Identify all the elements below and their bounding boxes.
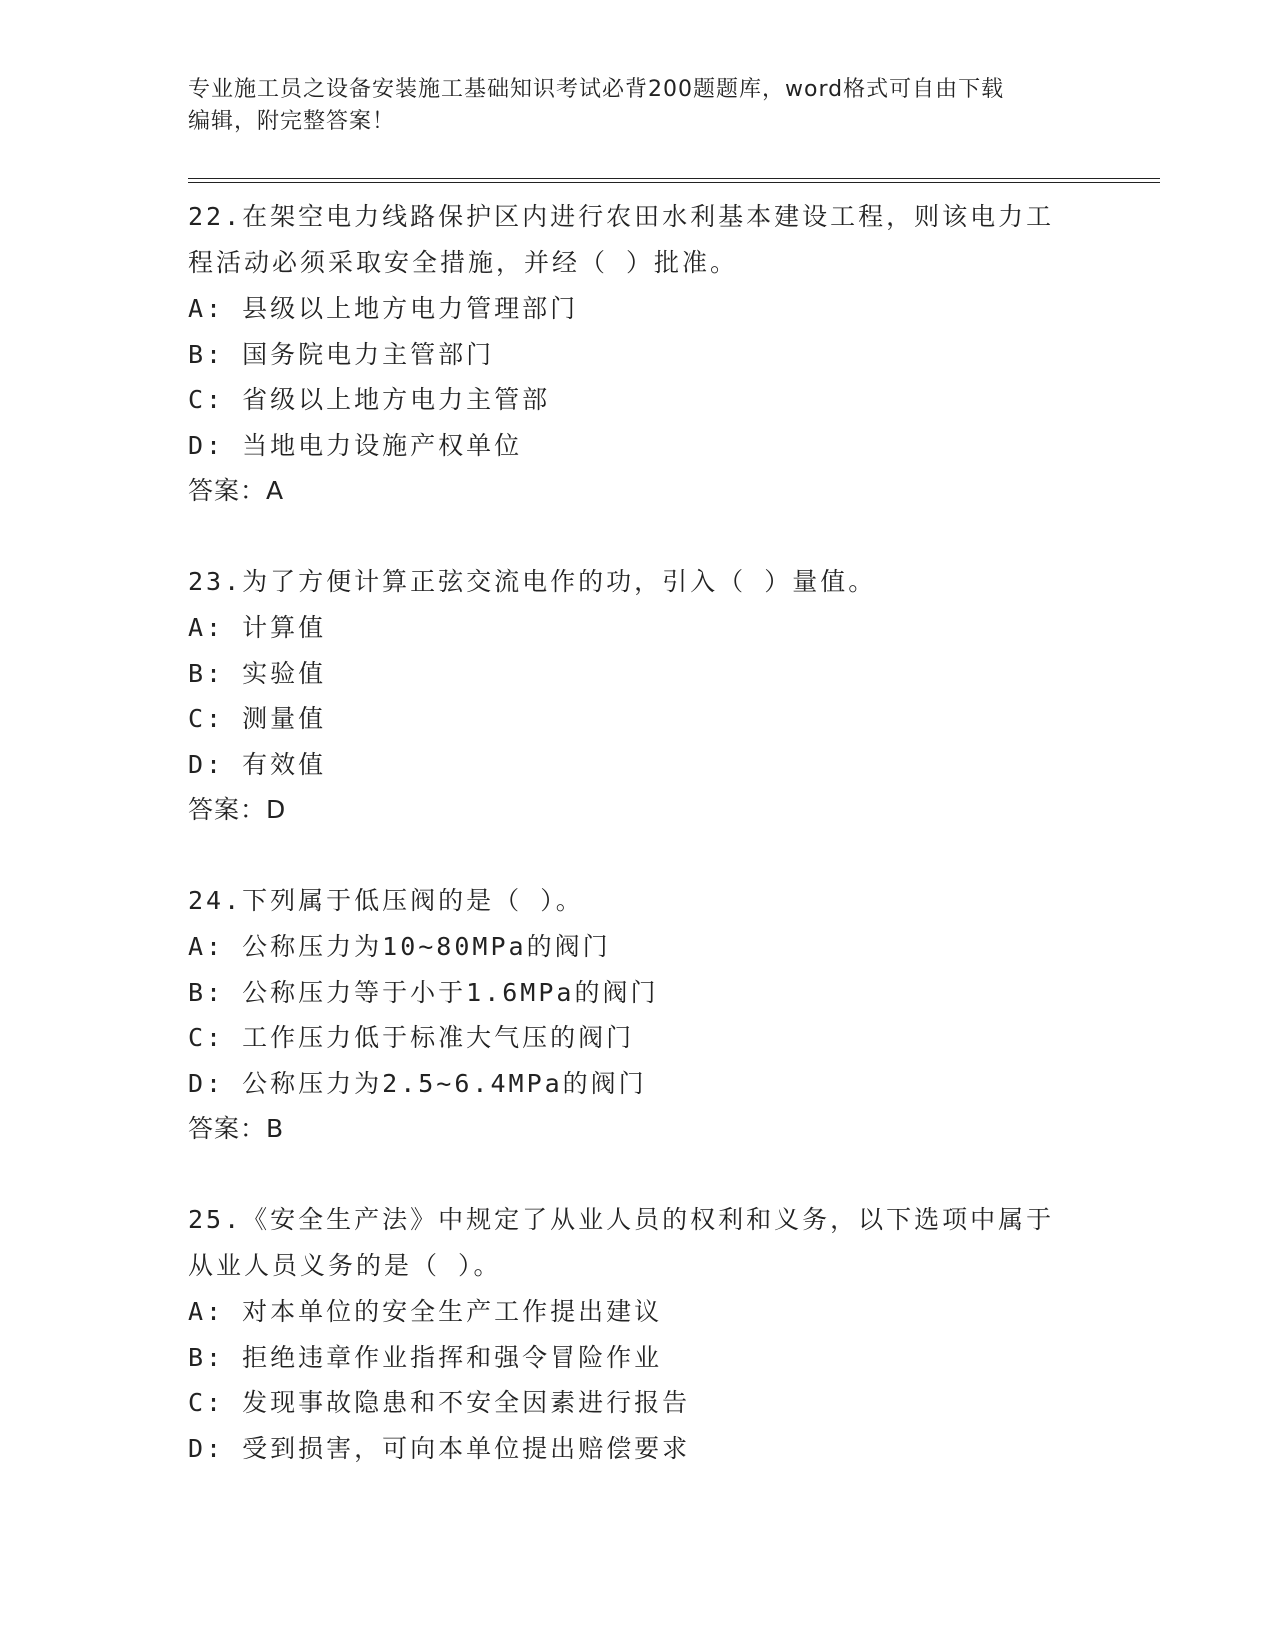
option-b: B: 实验值 [188, 658, 327, 688]
question-list [188, 194, 1088, 1471]
option-a: A: 公称压力为10~80MPa的阀门 [188, 932, 611, 961]
question-25 [188, 1197, 1088, 1471]
question-24 [188, 878, 1088, 1152]
header-line-1: 专业施工员之设备安装施工基础知识考试必背200题题库，word格式可自由下载 [188, 77, 1005, 102]
question-gap [188, 514, 1088, 559]
option-d: D: 当地电力设施产权单位 [188, 430, 523, 460]
option-a: A: 计算值 [188, 613, 327, 642]
header-line-2: 编辑，附完整答案！ [188, 109, 396, 134]
question-stem-line: 24.下列属于低压阀的是（ ）。 [188, 886, 584, 915]
question-22 [188, 194, 1088, 514]
option-b: B: 公称压力等于小于1.6MPa的阀门 [188, 977, 659, 1007]
question-23 [188, 559, 1088, 833]
answer-line: 答案：D [188, 795, 287, 824]
question-stem-line: 22.在架空电力线路保护区内进行农田水利基本建设工程，则该电力工 [188, 202, 1055, 231]
question-gap [188, 833, 1088, 878]
answer-line: 答案：B [188, 1114, 285, 1143]
question-stem [188, 194, 1088, 286]
question-stem-line: 程活动必须采取安全措施，并经（ ）批准。 [188, 248, 739, 277]
header-divider-bottom [188, 182, 1160, 183]
question-stem [188, 1197, 1088, 1289]
question-stem-line: 从业人员义务的是（ ）。 [188, 1251, 502, 1280]
header-divider-top [188, 178, 1160, 179]
option-b: B: 国务院电力主管部门 [188, 339, 495, 369]
question-stem [188, 878, 1088, 924]
question-gap [188, 1152, 1088, 1197]
option-c: C: 测量值 [188, 704, 327, 733]
option-c: C: 工作压力低于标准大气压的阀门 [188, 1023, 635, 1052]
option-c: C: 省级以上地方电力主管部 [188, 385, 551, 414]
answer-line: 答案：A [188, 476, 285, 505]
option-a: A: 对本单位的安全生产工作提出建议 [188, 1297, 663, 1326]
option-d: D: 公称压力为2.5~6.4MPa的阀门 [188, 1068, 647, 1098]
document-header [188, 74, 1068, 138]
question-stem [188, 559, 1088, 605]
question-stem-line: 25.《安全生产法》中规定了从业人员的权利和义务，以下选项中属于 [188, 1205, 1055, 1234]
option-a: A: 县级以上地方电力管理部门 [188, 294, 579, 323]
option-c: C: 发现事故隐患和不安全因素进行报告 [188, 1388, 691, 1417]
option-b: B: 拒绝违章作业指挥和强令冒险作业 [188, 1342, 663, 1372]
option-d: D: 受到损害，可向本单位提出赔偿要求 [188, 1433, 691, 1463]
option-d: D: 有效值 [188, 749, 327, 779]
question-stem-line: 23.为了方便计算正弦交流电作的功，引入（ ）量值。 [188, 567, 877, 596]
